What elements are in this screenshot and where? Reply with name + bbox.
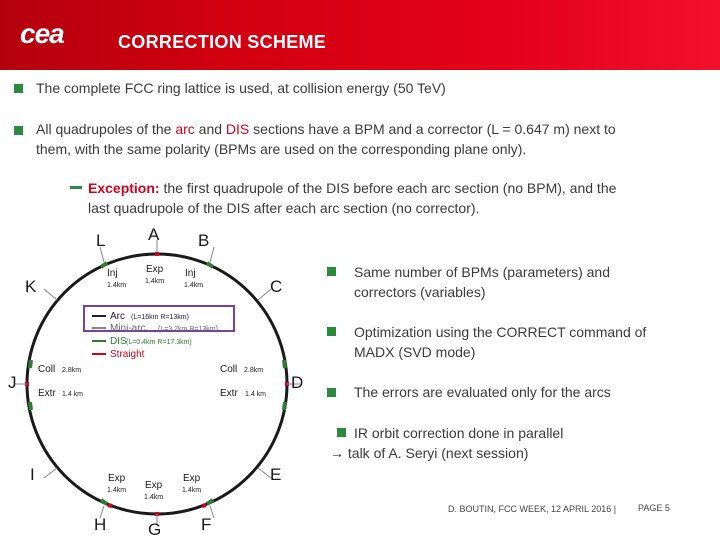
bullet-ir-correction (330, 423, 563, 463)
fcc-ring-diagram (0, 218, 320, 540)
bullet-marker (14, 126, 23, 135)
bullet-marker (327, 327, 336, 336)
bullet-bpm-count-l1: Same number of BPMs (parameters) and (354, 264, 610, 280)
label-inj-left: Inj (107, 268, 118, 279)
label-exp-bottom-mid-len: 1.4km (144, 494, 164, 501)
footer-citation: D. BOUTIN, FCC WEEK, 12 APRIL 2016 | (448, 504, 617, 514)
point-h: H (94, 515, 107, 534)
legend-miniarc-detail: (L=3.2km R=13km) (158, 326, 218, 333)
label-exp-bottom-right: Exp (183, 473, 201, 484)
exception-text: the first quadrupole of the DIS before each arc section (no BPM), and the (159, 180, 617, 196)
point-e: E (270, 465, 282, 484)
label-exp-bottom-left: Exp (108, 473, 126, 484)
point-d: D (291, 373, 304, 392)
exception-note (88, 178, 713, 218)
sub-bullet-marker (70, 186, 82, 189)
point-f: F (201, 515, 212, 534)
label-coll-left: Coll (38, 364, 56, 375)
point-l: L (96, 231, 106, 250)
bullet-quadrupoles (36, 119, 716, 159)
legend-miniarc-name: Mini-arc (110, 323, 146, 334)
page-number: PAGE 5 (638, 503, 670, 513)
bullet-ir-correction-l1: IR orbit correction done in parallel (354, 425, 564, 441)
legend-straight-name: Straight (110, 349, 145, 360)
bullet-quadrupoles-and: and (194, 121, 226, 137)
legend-arc-name: Arc (110, 311, 125, 322)
point-j: J (8, 373, 17, 392)
label-coll-right-len: 2.8km (244, 367, 264, 374)
label-coll-right: Coll (220, 364, 238, 375)
bullet-marker (327, 388, 336, 397)
bullet-optimization-l2: MADX (SVD mode) (354, 344, 476, 360)
point-a: A (148, 225, 160, 244)
point-g: G (148, 520, 162, 539)
label-inj-left-len: 1.4km (107, 282, 127, 289)
legend-dis-detail: (L=0.4km R=17.3km) (126, 339, 192, 346)
label-extr-left: Extr (38, 388, 56, 399)
label-inj-right-len: 1.4km (184, 282, 204, 289)
bullet-quadrupoles-part1: All quadrupoles of the (36, 121, 176, 137)
exception-label: Exception: (88, 180, 160, 196)
bullet-optimization-l1: Optimization using the CORRECT command of (354, 324, 647, 340)
bullet-quadrupoles-line2: them, with the same polarity (BPMs are used on the corresponding plane only). (36, 141, 527, 157)
ring-arc (27, 254, 287, 514)
page-title: CORRECTION SCHEME (118, 32, 327, 52)
label-exp-bottom-mid: Exp (145, 480, 163, 491)
exception-line2: last quadrupole of the DIS after each arc section (no corrector). (88, 200, 480, 216)
bullet-marker (327, 267, 336, 276)
point-c: C (270, 277, 283, 296)
label-extr-left-len: 1.4 km (62, 391, 84, 398)
label-coll-left-len: 2.8km (62, 367, 82, 374)
dis-highlight: DIS (225, 121, 250, 137)
bullet-ir-correction-l2: → talk of A. Seryi (next session) (330, 445, 529, 461)
label-exp-top: Exp (146, 264, 164, 275)
legend (92, 311, 218, 360)
label-exp-bottom-right-len: 1.4km (182, 487, 202, 494)
cea-logo: cea (20, 18, 64, 49)
label-extr-right: Extr (220, 388, 238, 399)
label-extr-right-len: 1.4 km (245, 391, 267, 398)
legend-arc-detail: (L=16km R=13km) (131, 314, 189, 321)
point-i: I (30, 465, 35, 484)
point-k: K (25, 277, 37, 296)
bullet-optimization (354, 322, 646, 362)
label-inj-right: Inj (185, 268, 196, 279)
bullet-ring-lattice: The complete FCC ring lattice is used, at collision energy (50 TeV) (36, 80, 446, 96)
bullet-quadrupoles-part2: sections have a BPM and a corrector (L = 0.647 m) next to (249, 121, 616, 137)
header-bar (0, 0, 720, 70)
bullet-bpm-count (354, 262, 610, 302)
point-b: B (198, 231, 210, 250)
bullet-marker (14, 84, 23, 93)
label-exp-bottom-left-len: 1.4km (107, 487, 127, 494)
dis-markers (30, 263, 285, 504)
bullet-bpm-count-l2: correctors (variables) (354, 284, 486, 300)
label-exp-top-len: 1.4km (145, 278, 165, 285)
bullet-errors: The errors are evaluated only for the arcs (354, 384, 611, 400)
legend-dis-name: DIS (110, 336, 127, 347)
arc-highlight: arc (175, 121, 195, 137)
